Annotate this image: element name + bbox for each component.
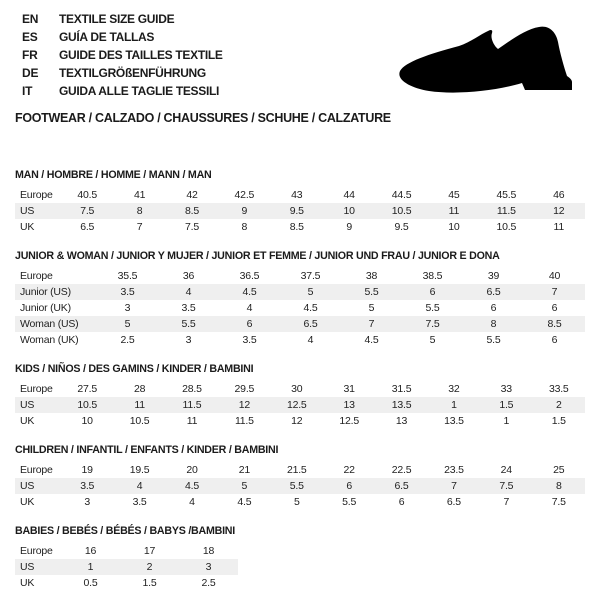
size-cell: 5.5 — [425, 302, 440, 314]
size-cell: 8 — [555, 480, 562, 492]
table-row — [15, 559, 238, 575]
table-row — [15, 478, 585, 494]
size-cell: 12 — [553, 205, 565, 217]
size-table-man — [15, 187, 585, 235]
size-cell: 11.5 — [496, 205, 516, 217]
size-cell: 7 — [451, 480, 457, 492]
size-cell: 8 — [136, 205, 143, 217]
size-cell: 32 — [448, 383, 460, 395]
row-label: Europe — [20, 545, 53, 557]
size-cell: 4.5 — [242, 286, 257, 298]
size-cell: 1 — [503, 415, 510, 427]
size-cell: 11 — [448, 205, 460, 217]
size-cell: 19.5 — [129, 464, 150, 476]
size-table-junior-woman — [15, 268, 585, 348]
size-cell: 1.5 — [499, 399, 514, 411]
size-cell: 5.5 — [364, 286, 379, 298]
row-label: Europe — [20, 189, 53, 201]
size-cell: 12 — [238, 399, 250, 411]
size-cell: 7.5 — [551, 496, 566, 508]
row-label: US — [20, 561, 35, 573]
size-cell: 45 — [448, 189, 460, 201]
size-cell: 31.5 — [391, 383, 412, 395]
row-label: Junior (UK) — [20, 302, 71, 314]
dress-shoe-silhouette-icon — [391, 20, 583, 112]
language-row-es — [22, 28, 223, 46]
row-label: US — [20, 399, 35, 411]
size-cell: 43 — [291, 189, 303, 201]
size-cell: 1 — [87, 561, 94, 573]
size-cell: 10.5 — [391, 205, 412, 217]
size-table-kids — [15, 381, 585, 429]
table-row — [15, 413, 585, 429]
size-cell: 7 — [503, 496, 510, 508]
size-cell: 33.5 — [548, 383, 569, 395]
size-cell: 24 — [500, 464, 512, 476]
size-cell: 5 — [429, 334, 436, 346]
size-cell: 5.5 — [486, 334, 501, 346]
size-cell: 5.5 — [181, 318, 196, 330]
section-babies — [15, 525, 585, 591]
language-row-it — [22, 82, 223, 100]
size-cell: 13.5 — [444, 415, 464, 427]
table-row — [15, 381, 585, 397]
size-cell: 22 — [343, 464, 355, 476]
size-cell: 6 — [246, 318, 253, 330]
size-cell: 8.5 — [289, 221, 304, 233]
row-label: US — [20, 205, 35, 217]
size-cell: 38.5 — [422, 270, 443, 282]
size-cell: 28.5 — [182, 383, 202, 395]
size-cell: 3.5 — [242, 334, 257, 346]
size-cell: 38 — [365, 270, 378, 282]
size-table-babies — [15, 543, 238, 591]
category-title: FOOTWEAR / CALZADO / CHAUSSURES / SCHUHE / CALZATURE — [15, 110, 391, 125]
size-cell: 4.5 — [303, 302, 318, 314]
row-label: UK — [20, 221, 35, 233]
dress-shoe-svg — [391, 20, 583, 112]
size-cell: 2.5 — [201, 577, 216, 589]
language-code: DE — [22, 66, 39, 80]
language-label: TEXTILE SIZE GUIDE — [59, 12, 175, 26]
size-cell: 42 — [186, 189, 198, 201]
size-cell: 27.5 — [77, 383, 98, 395]
size-cell: 31 — [343, 383, 355, 395]
size-cell: 4 — [189, 496, 195, 508]
table-title: BABIES / BEBÉS / BÉBÉS / BABYS /BAMBINI — [15, 525, 235, 537]
size-cell: 11.5 — [182, 399, 202, 411]
size-cell: 7 — [136, 221, 143, 233]
language-code: ES — [22, 30, 38, 44]
table-row — [15, 462, 585, 478]
size-cell: 10.5 — [77, 399, 98, 411]
row-label: Europe — [20, 464, 53, 476]
row-label: Junior (US) — [20, 286, 71, 298]
language-label: GUIDA ALLE TAGLIE TESSILI — [59, 84, 220, 98]
size-cell: 44 — [343, 189, 355, 201]
size-cell: 1.5 — [551, 415, 566, 427]
size-cell: 2 — [555, 399, 562, 411]
language-label: GUIDE DES TAILLES TEXTILE — [59, 48, 223, 62]
language-code: EN — [22, 12, 39, 26]
size-cell: 3.5 — [181, 302, 196, 314]
size-cell: 6.5 — [394, 480, 409, 492]
size-cell: 35.5 — [117, 270, 138, 282]
size-cell: 6.5 — [486, 286, 501, 298]
size-cell: 2 — [146, 561, 153, 573]
size-cell: 20 — [186, 464, 198, 476]
size-cell: 7.5 — [499, 480, 514, 492]
size-cell: 12.5 — [339, 415, 359, 427]
size-cell: 10 — [448, 221, 460, 233]
table-row — [15, 575, 238, 591]
size-cell: 0.5 — [83, 577, 98, 589]
size-cell: 5.5 — [342, 496, 357, 508]
size-cell: 12 — [291, 415, 303, 427]
size-cell: 6 — [490, 302, 497, 314]
size-cell: 29.5 — [234, 383, 255, 395]
row-label: Woman (UK) — [20, 334, 79, 346]
size-cell: 41 — [133, 189, 146, 201]
size-cell: 40.5 — [77, 189, 98, 201]
row-label: Woman (US) — [20, 318, 79, 330]
size-cell: 46 — [553, 189, 565, 201]
size-cell: 3.5 — [80, 480, 95, 492]
size-cell: 42.5 — [234, 189, 255, 201]
size-cell: 13 — [343, 399, 355, 411]
size-cell: 17 — [143, 545, 156, 557]
size-cell: 5 — [307, 286, 314, 298]
table-title: CHILDREN / INFANTIL / ENFANTS / KINDER / BAMBINI — [15, 444, 279, 456]
size-cell: 3.5 — [120, 286, 135, 298]
size-cell: 9 — [241, 205, 248, 217]
section-junior-woman — [15, 250, 585, 348]
size-cell: 44.5 — [391, 189, 412, 201]
row-label: UK — [20, 496, 35, 508]
table-row — [15, 494, 585, 510]
table-row — [15, 397, 585, 413]
size-cell: 6 — [551, 334, 558, 346]
size-cell: 4 — [246, 302, 253, 314]
size-cell: 8 — [490, 318, 497, 330]
size-cell: 16 — [84, 545, 97, 557]
size-cell: 36.5 — [239, 270, 260, 282]
size-cell: 7 — [551, 286, 558, 298]
table-row — [15, 203, 585, 219]
size-cell: 33 — [500, 383, 512, 395]
size-cell: 45.5 — [496, 189, 517, 201]
size-cell: 6 — [398, 496, 405, 508]
size-cell: 39 — [487, 270, 500, 282]
size-cell: 12.5 — [286, 399, 307, 411]
size-cell: 6 — [429, 286, 436, 298]
size-cell: 30 — [291, 383, 303, 395]
size-cell: 5.5 — [289, 480, 304, 492]
table-row — [15, 284, 585, 300]
size-cell: 6.5 — [303, 318, 318, 330]
size-cell: 5 — [124, 318, 131, 330]
row-label: US — [20, 480, 35, 492]
size-cell: 4 — [307, 334, 314, 346]
table-row — [15, 219, 585, 235]
size-table-children — [15, 462, 585, 510]
size-cell: 3 — [185, 334, 192, 346]
size-cell: 21.5 — [286, 464, 307, 476]
section-kids — [15, 363, 585, 429]
size-cell: 10 — [343, 205, 355, 217]
size-cell: 18 — [202, 545, 215, 557]
language-label: GUÍA DE TALLAS — [59, 30, 155, 44]
table-row — [15, 268, 585, 284]
size-cell: 11 — [186, 415, 198, 427]
size-cell: 5 — [241, 480, 248, 492]
size-cell: 3 — [84, 496, 91, 508]
size-cell: 6.5 — [80, 221, 95, 233]
table-row — [15, 543, 238, 559]
size-cell: 10 — [81, 415, 93, 427]
section-man — [15, 169, 585, 235]
size-cell: 7.5 — [425, 318, 440, 330]
size-cell: 4.5 — [184, 480, 199, 492]
size-cell: 11.5 — [234, 415, 254, 427]
table-row — [15, 316, 585, 332]
size-tables — [15, 169, 585, 606]
section-children — [15, 444, 585, 510]
row-label: UK — [20, 577, 35, 589]
size-cell: 4 — [185, 286, 192, 298]
size-cell: 21 — [238, 464, 250, 476]
language-code: FR — [22, 48, 38, 62]
size-cell: 5 — [293, 496, 300, 508]
table-row — [15, 187, 585, 203]
size-cell: 3 — [124, 302, 131, 314]
size-cell: 9.5 — [289, 205, 304, 217]
size-cell: 6.5 — [446, 496, 461, 508]
size-cell: 8 — [241, 221, 248, 233]
table-title: KIDS / NIÑOS / DES GAMINS / KINDER / BAMBINI — [15, 363, 254, 375]
size-cell: 36 — [182, 270, 195, 282]
size-cell: 4 — [136, 480, 143, 492]
size-cell: 4.5 — [364, 334, 379, 346]
size-cell: 8.5 — [184, 205, 199, 217]
size-cell: 9.5 — [394, 221, 409, 233]
row-label: UK — [20, 415, 35, 427]
size-cell: 11 — [553, 221, 564, 233]
size-cell: 23.5 — [444, 464, 464, 476]
size-cell: 25 — [553, 464, 565, 476]
size-cell: 7.5 — [80, 205, 95, 217]
size-cell: 6 — [346, 480, 352, 492]
size-cell: 13.5 — [391, 399, 412, 411]
size-cell: 28 — [133, 383, 146, 395]
size-cell: 40 — [548, 270, 561, 282]
table-row — [15, 332, 585, 348]
size-cell: 1.5 — [142, 577, 157, 589]
language-label: TEXTILGRÖßENFÜHRUNG — [59, 66, 206, 80]
size-cell: 4.5 — [237, 496, 252, 508]
size-cell: 6 — [551, 302, 558, 314]
row-label: Europe — [20, 270, 53, 282]
size-cell: 5 — [368, 302, 375, 314]
size-cell: 10.5 — [129, 415, 150, 427]
language-row-de — [22, 64, 223, 82]
size-cell: 7.5 — [184, 221, 199, 233]
size-cell: 3 — [205, 561, 212, 573]
size-cell: 13 — [395, 415, 408, 427]
language-row-en — [22, 10, 223, 28]
table-row — [15, 300, 585, 316]
size-cell: 9 — [346, 221, 352, 233]
language-legend — [22, 10, 223, 100]
size-cell: 22.5 — [391, 464, 412, 476]
language-code: IT — [22, 84, 33, 98]
size-cell: 1 — [451, 399, 457, 411]
size-cell: 2.5 — [120, 334, 135, 346]
row-label: Europe — [20, 383, 53, 395]
size-cell: 7 — [368, 318, 375, 330]
size-cell: 11 — [134, 399, 145, 411]
language-row-fr — [22, 46, 223, 64]
size-cell: 8.5 — [547, 318, 562, 330]
size-cell: 37.5 — [300, 270, 321, 282]
size-cell: 3.5 — [132, 496, 147, 508]
size-cell: 19 — [81, 464, 93, 476]
table-title: JUNIOR & WOMAN / JUNIOR Y MUJER / JUNIOR ET FEMME / JUNIOR UND FRAU / JUNIOR E DONA — [15, 250, 500, 262]
table-title: MAN / HOMBRE / HOMME / MANN / MAN — [15, 169, 212, 181]
size-cell: 10.5 — [496, 221, 517, 233]
